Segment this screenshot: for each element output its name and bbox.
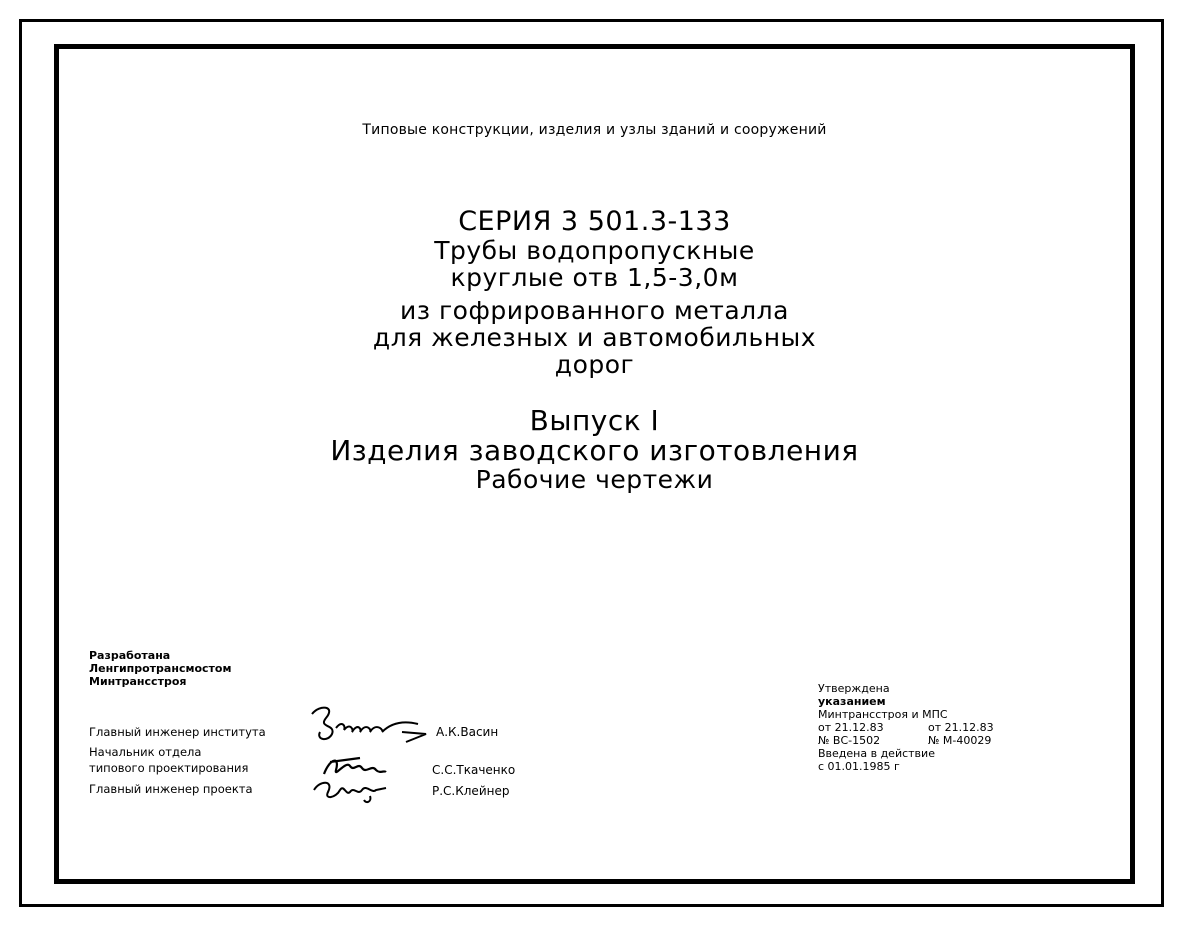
- chief-engineer-project-role: Главный инженер проекта: [89, 782, 253, 796]
- title-line: дорог: [554, 350, 635, 379]
- approval-by: указанием: [818, 695, 886, 708]
- approval-label: Утверждена: [818, 682, 890, 695]
- effective-label: Введена в действие: [818, 747, 935, 760]
- approval-date-1: от 21.12.83: [818, 721, 884, 734]
- title-line: круглые отв 1,5-3,0м: [450, 263, 739, 292]
- chief-engineer-institute-role: Главный инженер института: [89, 725, 266, 739]
- title-line: Трубы водопропускные: [434, 236, 755, 265]
- name-vasin: А.К.Васин: [436, 725, 499, 739]
- approval-block: [818, 682, 994, 773]
- effective-date: с 01.01.1985 г: [818, 760, 900, 773]
- department-head-role-line2: типового проектирования: [89, 761, 249, 775]
- department-head-role-line1: Начальник отдела: [89, 745, 202, 759]
- approval-authority: Минтрансстроя и МПС: [818, 708, 948, 721]
- issue-block: [59, 406, 1130, 494]
- developer-org: Ленгипротрансмостом: [89, 662, 232, 675]
- issue-number: Выпуск I: [529, 404, 660, 437]
- developer-block: [89, 649, 231, 688]
- signature-kleiner: [310, 776, 390, 804]
- title-line: из гофрированного металла: [400, 296, 789, 325]
- issue-title: Изделия заводского изготовления: [330, 434, 859, 467]
- approval-number-2: № М-40029: [928, 734, 992, 747]
- approval-date-2: от 21.12.83: [928, 721, 994, 734]
- approval-numbers: [818, 734, 992, 747]
- developer-ministry: Минтрансстроя: [89, 675, 187, 688]
- name-tkachenko: С.С.Ткаченко: [432, 763, 516, 777]
- approval-number-1: № ВС-1502: [818, 734, 881, 747]
- issue-subtitle: Рабочие чертежи: [475, 465, 714, 494]
- title-block: [59, 207, 1130, 378]
- developer-label: Разработана: [89, 649, 171, 662]
- drawing-frame: [54, 44, 1135, 884]
- series-number: СЕРИЯ 3 501.3-133: [458, 206, 731, 237]
- approval-dates: [818, 721, 994, 734]
- signature-vasin: [306, 702, 434, 744]
- name-kleiner: Р.С.Клейнер: [432, 784, 510, 798]
- title-line: для железных и автомобильных: [372, 323, 817, 352]
- series-header: Типовые конструкции, изделия и узлы зданий и сооружений: [362, 122, 827, 138]
